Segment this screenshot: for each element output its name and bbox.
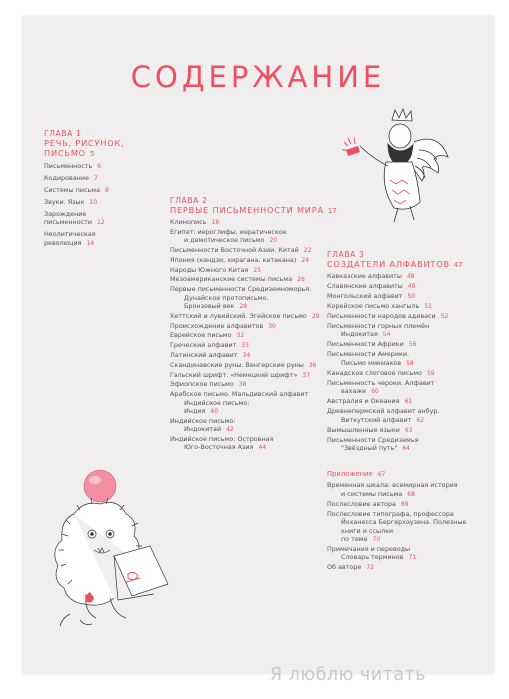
toc-entry-page: 60 <box>371 388 379 396</box>
toc-entry-page: 49 <box>407 283 416 290</box>
toc-entry-line <box>44 218 154 227</box>
chapter-3-entries <box>327 272 487 453</box>
toc-entry <box>327 322 487 340</box>
toc-entry-text: Греческий алфавит <box>170 341 237 350</box>
chapter-3-section <box>327 250 487 573</box>
chapter-3-title-page: 47 <box>453 261 463 269</box>
toc-entry <box>327 282 487 291</box>
toc-entry-text: Индийское письмо: Островная <box>170 434 274 443</box>
toc-entry-text: Словарь терминов <box>341 553 404 562</box>
toc-entry-text: Канадское слоговое письмо <box>327 368 422 377</box>
chapter-1-section <box>44 129 154 251</box>
toc-entry-page: 29 <box>311 312 320 320</box>
toc-entry <box>327 436 487 454</box>
toc-entry-page: 50 <box>407 293 416 300</box>
toc-entry-line <box>170 371 350 380</box>
toc-entry-text: Звуки. Язык <box>44 198 85 206</box>
toc-entry <box>327 369 487 378</box>
toc-entry-page: 37 <box>302 371 311 379</box>
toc-entry-line <box>170 302 350 311</box>
toc-entry-text: Гэльский шрифт. «Немецкий шрифт» <box>170 370 298 379</box>
toc-entry-line <box>327 302 487 311</box>
toc-entry-page: 52 <box>440 313 449 320</box>
toc-entry-text: Индия <box>184 406 206 415</box>
toc-entry-line <box>170 256 350 265</box>
toc-entry-text: Йоханесса Бергерхаузена. Полезные <box>341 518 467 527</box>
toc-entry-page: 51 <box>424 303 432 310</box>
toc-entry-text: вахаже <box>341 387 367 396</box>
toc-entry-line <box>44 198 154 207</box>
toc-entry-page: 33 <box>241 342 249 350</box>
toc-entry-line <box>327 444 487 453</box>
toc-entry-text: Кавказские алфавиты <box>327 272 402 280</box>
toc-entry <box>44 230 154 248</box>
toc-entry-text: Корейское письмо хангыль <box>327 302 420 310</box>
page-title: СОДЕРЖАНИЕ <box>130 60 386 94</box>
toc-entry-line <box>170 322 350 331</box>
toc-entry-page: 72 <box>366 564 374 572</box>
toc-entry-line <box>327 481 487 489</box>
toc-entry-line <box>327 350 487 358</box>
toc-entry-text: Письменности горных племён <box>327 322 430 330</box>
toc-entry <box>170 285 350 311</box>
watermark: Я люблю читать <box>270 665 427 685</box>
toc-entry-line <box>170 443 350 452</box>
toc-entry-line <box>327 436 487 444</box>
toc-entry-text: Австралия и Океания <box>327 397 400 406</box>
chapter-2-label: ГЛАВА 2 <box>170 196 208 205</box>
toc-entry-line <box>170 361 350 370</box>
toc-entry <box>170 390 350 416</box>
toc-entry-page: 32 <box>236 332 245 340</box>
toc-entry-line <box>170 341 350 350</box>
toc-entry-text: Индийское письмо: <box>184 398 250 407</box>
toc-entry-text: Примечания и переводы <box>327 545 411 554</box>
toc-entry-text: Письменности Африки <box>327 340 404 349</box>
chapter-3-title-line-1 <box>327 259 487 270</box>
toc-entry <box>170 275 350 284</box>
toc-entry-page: 71 <box>408 554 417 562</box>
toc-entry-line <box>170 417 350 425</box>
toc-entry-line <box>327 369 487 378</box>
toc-entry-page: 18 <box>211 219 220 226</box>
toc-entry-text: Япония (кандзи, хирагана, катакана) <box>170 255 297 264</box>
toc-entry <box>327 397 487 406</box>
toc-entry <box>170 417 350 435</box>
toc-entry-text: и демотическое письмо <box>184 236 265 245</box>
toc-entry <box>170 266 350 275</box>
toc-entry-line <box>170 312 350 321</box>
toc-entry-text: Эфиопское письмо <box>170 380 234 389</box>
toc-entry-line <box>44 239 154 248</box>
toc-entry-line <box>327 312 487 321</box>
toc-entry-page: 38 <box>238 381 247 389</box>
toc-entry-line <box>44 186 154 195</box>
toc-entry-line <box>170 285 350 293</box>
toc-entry-text: Египет: иероглифы, иератическое <box>170 227 287 236</box>
toc-entry-text: Индокитая <box>341 330 378 339</box>
toc-entry-text: Неолитическая <box>44 230 96 239</box>
toc-entry-line <box>327 563 487 572</box>
toc-entry-text: Народы Южного Китая <box>170 265 249 274</box>
toc-entry <box>327 407 487 425</box>
toc-entry-line <box>327 510 487 518</box>
toc-entry-page: 58 <box>406 359 414 367</box>
toc-entry <box>170 371 350 380</box>
toc-entry <box>170 351 350 360</box>
toc-entry-page: 70 <box>372 536 381 544</box>
toc-entry-page: 28 <box>239 303 248 310</box>
toc-entry-text: и системы письма <box>341 489 403 498</box>
toc-entry-page: 54 <box>382 331 391 339</box>
appendix-title <box>327 469 487 480</box>
toc-entry-page: 42 <box>226 426 234 434</box>
toc-entry <box>327 500 487 509</box>
toc-entry-text: книги и ссылки <box>341 526 394 535</box>
chapter-2-title-page: 17 <box>327 207 337 215</box>
toc-entry-text: Письменность чероки. Алфавит <box>327 378 435 387</box>
toc-entry-text: Письменности Средиземья <box>327 435 419 444</box>
toc-entry-line <box>170 399 350 407</box>
toc-entry-line <box>327 340 487 349</box>
toc-entry-text: Хеттский и лувийский. Эгейское письмо <box>170 311 307 320</box>
toc-entry-line <box>170 390 350 398</box>
toc-entry-text: Еврейское письмо <box>170 331 232 340</box>
toc-entry <box>170 322 350 331</box>
toc-entry-line <box>170 380 350 389</box>
toc-entry-page: 48 <box>406 273 415 280</box>
toc-entry-line <box>327 426 487 435</box>
toc-entry <box>170 256 350 265</box>
toc-entry <box>327 379 487 397</box>
toc-entry-line <box>170 266 350 275</box>
toc-entry <box>170 331 350 340</box>
toc-entry-text: Письменности Восточной Азии. Китай <box>170 246 299 254</box>
toc-entry <box>327 340 487 349</box>
toc-entry-text: Послесловие автора <box>327 499 396 508</box>
toc-entry <box>327 302 487 311</box>
toc-entry-line <box>44 174 154 183</box>
toc-entry-page: 62 <box>416 416 425 424</box>
toc-entry <box>170 246 350 255</box>
toc-entry-text: Латинский алфавит <box>170 350 238 359</box>
toc-entry-page: 30 <box>268 322 276 330</box>
chapter-2-entries <box>170 218 350 453</box>
toc-entry-text: Происхождение алфавитов <box>170 321 264 330</box>
toc-entry-line <box>327 282 487 291</box>
toc-entry-line <box>44 162 154 171</box>
toc-entry-text: революция <box>44 238 82 247</box>
toc-entry-text: Скандинавские руны. Венгерские руны <box>170 360 304 369</box>
toc-entry <box>327 272 487 281</box>
toc-entry-text: Системы письма <box>44 186 101 194</box>
toc-entry-page: 59 <box>426 369 435 377</box>
toc-entry-text: Древнепермский алфавит анбур. <box>327 407 440 416</box>
chapter-2-title-text: ПЕРВЫЕ ПИСЬМЕННОСТИ МИРА <box>170 205 324 215</box>
toc-entry <box>44 198 154 207</box>
toc-entry-line <box>327 322 487 330</box>
toc-entry-text: "Звёздный путь" <box>341 444 398 453</box>
toc-entry-page: 64 <box>402 445 410 453</box>
toc-entry-page: 10 <box>89 199 98 206</box>
toc-entry-text: Клинопись <box>170 218 207 226</box>
chapter-1-title-page: 5 <box>89 150 95 158</box>
toc-entry <box>327 481 487 499</box>
toc-entry-text: Временная шкала: всемирная история <box>327 481 458 490</box>
toc-entry <box>327 292 487 301</box>
winged-creature-illustration <box>322 102 452 242</box>
toc-entry-line <box>327 545 487 553</box>
toc-entry-text: Кодирование <box>44 174 89 182</box>
chapter-3-title-text: СОЗДАТЕЛИ АЛФАВИТОВ <box>327 259 450 269</box>
toc-entry-page: 26 <box>297 276 305 284</box>
toc-entry-text: Славянские алфавиты <box>327 282 403 290</box>
toc-entry-page: 40 <box>210 407 219 415</box>
toc-entry-text: Письмо микмаков <box>341 358 402 367</box>
chapter-1-title-text: ПИСЬМО <box>44 148 86 158</box>
appendix-section <box>327 469 487 572</box>
toc-entry <box>327 350 487 368</box>
toc-entry-page: 14 <box>86 239 95 247</box>
toc-entry-text: Индийское письмо: <box>170 416 236 425</box>
toc-entry-page: 20 <box>269 237 278 245</box>
toc-entry <box>170 380 350 389</box>
toc-entry-text: Индокитай <box>184 425 222 434</box>
toc-entry-text: Мезоамериканские системы письма <box>170 275 293 284</box>
toc-entry-text: Письменности народов адиваси <box>327 312 436 320</box>
appendix-entries <box>327 481 487 572</box>
toc-entry <box>327 510 487 545</box>
toc-entry-page: 8 <box>105 187 109 194</box>
toc-entry <box>327 545 487 563</box>
toc-entry-page: 69 <box>400 500 409 508</box>
toc-entry-text: Письменность <box>44 162 93 170</box>
toc-entry-text: Письменности Америки. <box>327 350 410 359</box>
toc-entry-line <box>327 292 487 301</box>
toc-entry <box>327 563 487 572</box>
toc-entry-line <box>327 397 487 406</box>
toc-entry-text: Первые письменности Средиземноморья. <box>170 285 312 294</box>
toc-entry-line <box>170 351 350 360</box>
toc-entry-line <box>327 490 487 499</box>
toc-entry-page: 68 <box>407 490 415 498</box>
chapter-1-title-line-1: РЕЧЬ, РИСУНОК, <box>44 138 125 148</box>
toc-entry-line <box>327 535 487 544</box>
toc-entry-page: 6 <box>97 163 102 170</box>
toc-entry-line <box>327 330 487 339</box>
toc-entry-line <box>170 407 350 416</box>
toc-entry-line <box>44 210 154 218</box>
toc-entry-page: 7 <box>93 175 98 182</box>
toc-entry <box>170 312 350 321</box>
toc-entry-line <box>327 379 487 387</box>
toc-entry <box>44 174 154 183</box>
toc-entry-page: 44 <box>258 444 267 452</box>
toc-entry-text: по теме <box>341 535 368 544</box>
toc-entry <box>170 435 350 453</box>
toc-entry-line <box>327 500 487 509</box>
appendix-title-page: 67 <box>377 471 386 479</box>
chapter-3-label: ГЛАВА 3 <box>327 250 365 259</box>
toc-entry-text: Виткутский алфавит <box>341 415 412 424</box>
toc-entry-page: 12 <box>97 219 105 227</box>
toc-entry-line <box>170 425 350 434</box>
toc-entry-line <box>170 435 350 443</box>
book-page <box>22 16 494 674</box>
toc-entry-page: 61 <box>404 398 413 406</box>
toc-entry <box>327 426 487 435</box>
toc-entry-line <box>170 331 350 340</box>
toc-entry-page: 34 <box>242 351 251 359</box>
toc-entry <box>44 186 154 195</box>
toc-entry-text: Бронзовый век <box>184 302 235 310</box>
appendix-title-text: Приложение <box>327 470 373 479</box>
toc-entry-line <box>327 527 487 535</box>
toc-entry-line <box>327 359 487 368</box>
toc-entry-page: 56 <box>408 341 417 349</box>
toc-entry-text: Зарождение <box>44 210 87 218</box>
toc-entry-text: Вымышленные языки <box>327 425 400 434</box>
toc-entry-text: Монгольский алфавит <box>327 292 403 300</box>
chapter-1-entries <box>44 162 154 248</box>
toc-entry-line <box>327 553 487 562</box>
chapter-1-title-line-2 <box>44 148 154 159</box>
toc-entry-page: 63 <box>404 426 413 434</box>
toc-entry <box>44 162 154 171</box>
toc-entry-text: Дунайское протописьмо. <box>184 293 269 302</box>
toc-entry-line <box>327 387 487 396</box>
toc-entry-page: 25 <box>253 266 262 274</box>
toc-entry-line <box>327 407 487 415</box>
toc-entry-text: письменности <box>44 218 93 227</box>
toc-entry <box>170 361 350 370</box>
furry-creature-reading-illustration <box>40 464 190 634</box>
toc-entry <box>170 341 350 350</box>
toc-entry <box>327 312 487 321</box>
toc-entry-line <box>327 272 487 281</box>
toc-entry-line <box>170 275 350 284</box>
chapter-1-label: ГЛАВА 1 <box>44 129 82 138</box>
toc-entry-line <box>44 230 154 238</box>
toc-entry-text: Юго-Восточная Азия <box>184 443 254 452</box>
toc-entry-line <box>327 518 487 526</box>
toc-entry-page: 24 <box>301 256 309 264</box>
toc-entry <box>44 210 154 228</box>
toc-entry-line <box>327 416 487 425</box>
toc-entry-page: 22 <box>303 247 312 254</box>
toc-entry-line <box>170 294 350 302</box>
toc-entry-text: Об авторе <box>327 563 362 572</box>
toc-entry-text: Арабское письмо. Мальдивский алфавит <box>170 390 309 399</box>
toc-entry-line <box>170 246 350 255</box>
toc-entry-text: Послесловие типографа, профессора <box>327 509 454 518</box>
toc-entry-page: 36 <box>308 361 317 369</box>
